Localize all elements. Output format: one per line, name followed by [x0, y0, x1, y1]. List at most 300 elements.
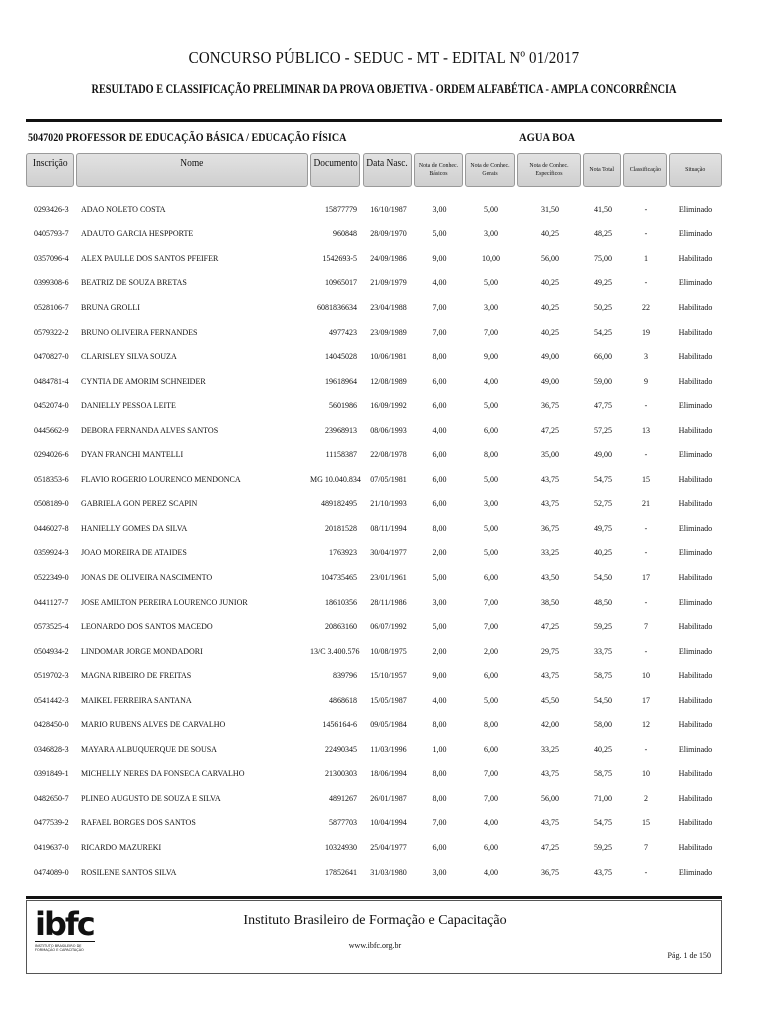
cell-nome: JOAO MOREIRA DE ATAIDES — [81, 548, 187, 558]
table-row — [26, 393, 722, 418]
table-row — [26, 492, 722, 517]
table-row — [26, 197, 722, 222]
cell-inscricao: 0528106-7 — [34, 302, 69, 312]
cell-nome: BRUNO OLIVEIRA FERNANDES — [81, 327, 198, 337]
cell-nota-basicos: 9,00 — [432, 671, 447, 681]
cell-nota-especificos: 40,25 — [541, 302, 559, 312]
cell-nota-basicos: 7,00 — [432, 818, 447, 828]
cell-classificacao: 13 — [642, 425, 650, 435]
cell-nota-total: 58,75 — [594, 769, 612, 779]
cell-situacao: Eliminado — [678, 597, 713, 607]
cell-documento: 6081836634 — [317, 302, 357, 312]
cell-data-nasc: 12/08/1989 — [370, 376, 407, 386]
cell-nota-total: 54,25 — [594, 327, 612, 337]
cell-nome: MICHELLY NERES DA FONSECA CARVALHO — [81, 769, 245, 779]
table-row — [26, 222, 722, 247]
cell-data-nasc: 07/05/1981 — [370, 474, 407, 484]
cell-inscricao: 0357096-4 — [34, 253, 69, 263]
table-row — [26, 467, 722, 492]
cell-nota-basicos: 7,00 — [432, 327, 447, 337]
cell-nota-especificos: 33,25 — [541, 548, 559, 558]
cell-situacao: Habilitado — [678, 352, 713, 362]
table-row — [26, 246, 722, 271]
cell-nota-especificos: 42,00 — [541, 720, 559, 730]
cell-nome: LEONARDO DOS SANTOS MACEDO — [81, 622, 213, 632]
cell-nota-especificos: 49,00 — [541, 352, 559, 362]
cell-nota-basicos: 2,00 — [432, 646, 447, 656]
cell-nota-especificos: 29,75 — [541, 646, 559, 656]
table-row — [26, 344, 722, 369]
cell-data-nasc: 09/05/1984 — [370, 720, 407, 730]
cell-data-nasc: 31/03/1980 — [370, 867, 407, 877]
cell-classificacao: - — [644, 401, 648, 411]
cell-nota-gerais: 7,00 — [484, 622, 498, 632]
cell-nota-especificos: 56,00 — [541, 253, 559, 263]
cell-nome: JONAS DE OLIVEIRA NASCIMENTO — [81, 572, 213, 582]
cell-nota-especificos: 31,50 — [541, 204, 559, 214]
cell-nota-gerais: 7,00 — [484, 769, 498, 779]
cell-nome: PLINEO AUGUSTO DE SOUZA E SILVA — [81, 793, 221, 803]
cell-situacao: Habilitado — [678, 376, 713, 386]
col-header-nota-gerais: Nota de Conhec. Gerais — [465, 153, 515, 187]
cell-inscricao: 0445662-9 — [34, 425, 69, 435]
cell-classificacao: 7 — [644, 842, 648, 852]
cell-nome: DEBORA FERNANDA ALVES SANTOS — [81, 425, 219, 435]
cell-nome: RAFAEL BORGES DOS SANTOS — [81, 818, 196, 828]
cell-data-nasc: 25/04/1977 — [370, 842, 407, 852]
cell-situacao: Habilitado — [678, 671, 713, 681]
cell-documento: 10324930 — [325, 842, 357, 852]
cell-documento: 5877703 — [329, 818, 357, 828]
cell-data-nasc: 23/09/1989 — [370, 327, 407, 337]
cell-nome: GABRIELA GON PEREZ SCAPIN — [81, 499, 198, 509]
cell-inscricao: 0470827-0 — [34, 352, 69, 362]
cell-nota-basicos: 3,00 — [432, 867, 447, 877]
cell-classificacao: 15 — [642, 474, 650, 484]
cell-classificacao: 22 — [642, 302, 650, 312]
table-row — [26, 639, 722, 664]
cell-nota-gerais: 7,00 — [484, 597, 498, 607]
cell-documento: 20863160 — [325, 622, 357, 632]
cell-nota-basicos: 6,00 — [432, 450, 447, 460]
cell-situacao: Eliminado — [678, 401, 713, 411]
cell-documento: 22490345 — [325, 744, 357, 754]
cell-data-nasc: 16/09/1992 — [370, 401, 407, 411]
position-title: 5047020 PROFESSOR DE EDUCAÇÃO BÁSICA / EDUCAÇÃO FÍSICA — [28, 130, 347, 144]
cell-documento: 13/C 3.400.576 — [310, 646, 360, 656]
document-title: CONCURSO PÚBLICO - SEDUC - MT - EDITAL Nº 01/2017 — [188, 48, 580, 67]
cell-nota-total: 54,75 — [594, 474, 612, 484]
footer — [26, 900, 722, 974]
cell-nota-gerais: 5,00 — [484, 278, 498, 288]
cell-nota-basicos: 4,00 — [432, 695, 447, 705]
cell-nota-especificos: 43,75 — [541, 769, 559, 779]
cell-inscricao: 0519702-3 — [34, 671, 69, 681]
cell-nota-total: 75,00 — [594, 253, 612, 263]
cell-nota-basicos: 6,00 — [432, 499, 447, 509]
cell-inscricao: 0346828-3 — [34, 744, 69, 754]
cell-nome: FLAVIO ROGERIO LOURENCO MENDONCA — [81, 474, 241, 484]
logo-wordmark: ibfc — [35, 905, 94, 943]
cell-classificacao: 10 — [642, 769, 650, 779]
cell-nota-gerais: 8,00 — [484, 720, 498, 730]
cell-classificacao: 3 — [644, 352, 648, 362]
cell-nota-gerais: 3,00 — [484, 499, 498, 509]
cell-classificacao: - — [644, 744, 648, 754]
col-header-classificacao: Classificação — [623, 153, 667, 187]
cell-nota-gerais: 6,00 — [484, 744, 498, 754]
col-header-situacao: Situação — [669, 153, 722, 187]
cell-situacao: Eliminado — [678, 204, 713, 214]
cell-nota-total: 40,25 — [594, 548, 612, 558]
table-header — [26, 153, 722, 189]
cell-situacao: Eliminado — [678, 229, 713, 239]
cell-nota-basicos: 5,00 — [432, 572, 447, 582]
cell-data-nasc: 22/08/1978 — [370, 450, 407, 460]
cell-nota-especificos: 40,25 — [541, 278, 559, 288]
cell-data-nasc: 23/04/1988 — [370, 302, 407, 312]
cell-documento: 20181528 — [325, 523, 357, 533]
cell-nota-especificos: 47,25 — [541, 425, 559, 435]
cell-documento: 15877779 — [325, 204, 357, 214]
cell-nota-especificos: 40,25 — [541, 229, 559, 239]
cell-nota-total: 71,00 — [594, 793, 612, 803]
section-header — [28, 127, 722, 149]
cell-data-nasc: 21/10/1993 — [370, 499, 407, 509]
cell-nome: JOSE AMILTON PEREIRA LOURENCO JUNIOR — [81, 597, 248, 607]
institute-website[interactable]: www.ibfc.org.br — [348, 941, 402, 950]
cell-inscricao: 0482650-7 — [34, 793, 69, 803]
cell-situacao: Habilitado — [678, 793, 713, 803]
cell-documento: 14045028 — [325, 352, 357, 362]
cell-nome: BRUNA GROLLI — [81, 302, 140, 312]
cell-nota-especificos: 47,25 — [541, 622, 559, 632]
cell-inscricao: 0573525-4 — [34, 622, 69, 632]
cell-inscricao: 0294026-6 — [34, 450, 69, 460]
cell-nota-gerais: 4,00 — [484, 867, 498, 877]
cell-classificacao: 17 — [642, 572, 650, 582]
results-table-body — [26, 197, 722, 884]
cell-nome: RICARDO MAZUREKI — [81, 842, 162, 852]
cell-nota-especificos: 43,75 — [541, 671, 559, 681]
cell-nota-basicos: 8,00 — [432, 352, 447, 362]
cell-situacao: Habilitado — [678, 842, 713, 852]
cell-nome: HANIELLY GOMES DA SILVA — [81, 523, 188, 533]
cell-data-nasc: 15/10/1957 — [370, 671, 407, 681]
cell-data-nasc: 28/09/1970 — [370, 229, 407, 239]
col-header-data-nasc: Data Nasc. — [363, 153, 412, 187]
cell-nota-gerais: 6,00 — [484, 671, 498, 681]
cell-situacao: Habilitado — [678, 425, 713, 435]
cell-nota-especificos: 47,25 — [541, 842, 559, 852]
col-header-nome: Nome — [76, 153, 308, 187]
results-table — [26, 197, 722, 884]
cell-data-nasc: 10/04/1994 — [370, 818, 407, 828]
cell-documento: 1763923 — [329, 548, 357, 558]
cell-classificacao: - — [644, 204, 648, 214]
cell-data-nasc: 16/10/1987 — [370, 204, 407, 214]
cell-nota-gerais: 8,00 — [484, 450, 498, 460]
cell-nota-basicos: 3,00 — [432, 597, 447, 607]
cell-documento: 11158387 — [325, 450, 357, 460]
cell-documento: 18610356 — [325, 597, 357, 607]
cell-nota-especificos: 40,25 — [541, 327, 559, 337]
cell-nota-gerais: 10,00 — [482, 253, 500, 263]
cell-nota-basicos: 2,00 — [432, 548, 447, 558]
table-row — [26, 541, 722, 566]
cell-nota-total: 58,00 — [594, 720, 612, 730]
cell-inscricao: 0541442-3 — [34, 695, 69, 705]
cell-data-nasc: 10/06/1981 — [370, 352, 407, 362]
col-header-inscricao: Inscrição — [26, 153, 74, 187]
table-row — [26, 516, 722, 541]
cell-nota-basicos: 8,00 — [432, 523, 447, 533]
cell-nota-total: 59,00 — [594, 376, 612, 386]
cell-classificacao: 7 — [644, 622, 648, 632]
cell-classificacao: 10 — [642, 671, 650, 681]
cell-data-nasc: 08/06/1993 — [370, 425, 407, 435]
table-row — [26, 762, 722, 787]
cell-nome: MAIKEL FERREIRA SANTANA — [81, 695, 192, 705]
cell-nota-especificos: 36,75 — [541, 401, 559, 411]
table-row — [26, 712, 722, 737]
cell-classificacao: 12 — [642, 720, 650, 730]
table-row — [26, 565, 722, 590]
cell-nota-especificos: 43,75 — [541, 818, 559, 828]
cell-nota-total: 48,50 — [594, 597, 612, 607]
cell-inscricao: 0484781-4 — [34, 376, 69, 386]
cell-nota-total: 66,00 — [594, 352, 612, 362]
table-row — [26, 835, 722, 860]
cell-nome: ADAO NOLETO COSTA — [81, 204, 166, 214]
cell-data-nasc: 10/08/1975 — [370, 646, 407, 656]
table-row — [26, 369, 722, 394]
cell-nome: ROSILENE SANTOS SILVA — [81, 867, 177, 877]
page-number: Pág. 1 de 150 — [667, 951, 711, 960]
cell-documento: 4977423 — [329, 327, 357, 337]
cell-documento: 489182495 — [321, 499, 357, 509]
table-row — [26, 590, 722, 615]
cell-inscricao: 0504934-2 — [34, 646, 69, 656]
cell-nota-total: 58,75 — [594, 671, 612, 681]
cell-nota-basicos: 4,00 — [432, 278, 447, 288]
cell-nome: BEATRIZ DE SOUZA BRETAS — [81, 278, 187, 288]
cell-documento: 1456164-6 — [322, 720, 357, 730]
cell-nota-basicos: 8,00 — [432, 720, 447, 730]
cell-data-nasc: 24/09/1986 — [370, 253, 407, 263]
cell-nome: DANIELLY PESSOA LEITE — [81, 401, 176, 411]
top-divider — [26, 119, 722, 122]
cell-inscricao: 0522349-0 — [34, 572, 69, 582]
table-row — [26, 737, 722, 762]
cell-documento: 5601986 — [329, 401, 357, 411]
cell-situacao: Habilitado — [678, 253, 713, 263]
cell-nota-total: 40,25 — [594, 744, 612, 754]
cell-inscricao: 0518353-6 — [34, 474, 69, 484]
table-row — [26, 786, 722, 811]
cell-nome: DYAN FRANCHI MANTELLI — [81, 450, 184, 460]
cell-nota-especificos: 43,75 — [541, 499, 559, 509]
cell-inscricao: 0359924-3 — [34, 548, 69, 558]
cell-nota-especificos: 56,00 — [541, 793, 559, 803]
table-row — [26, 418, 722, 443]
cell-nota-gerais: 2,00 — [484, 646, 498, 656]
cell-nota-especificos: 43,50 — [541, 572, 559, 582]
cell-situacao: Eliminado — [678, 523, 713, 533]
cell-data-nasc: 08/11/1994 — [370, 523, 407, 533]
cell-data-nasc: 21/09/1979 — [370, 278, 407, 288]
col-header-documento: Documento — [310, 153, 360, 187]
cell-nota-total: 57,25 — [594, 425, 612, 435]
cell-inscricao: 0399308-6 — [34, 278, 69, 288]
cell-classificacao: - — [644, 646, 648, 656]
cell-inscricao: 0391849-1 — [34, 769, 69, 779]
cell-nota-gerais: 6,00 — [484, 425, 498, 435]
cell-documento: 19618964 — [325, 376, 357, 386]
table-row — [26, 688, 722, 713]
cell-nota-total: 54,75 — [594, 818, 612, 828]
table-row — [26, 614, 722, 639]
cell-documento: 839796 — [333, 671, 357, 681]
cell-nota-especificos: 43,75 — [541, 474, 559, 484]
cell-nome: CYNTIA DE AMORIM SCHNEIDER — [81, 376, 206, 386]
cell-data-nasc: 11/03/1996 — [370, 744, 407, 754]
cell-nota-especificos: 38,50 — [541, 597, 559, 607]
cell-situacao: Eliminado — [678, 646, 713, 656]
cell-situacao: Eliminado — [678, 450, 713, 460]
cell-nota-gerais: 5,00 — [484, 523, 498, 533]
cell-nota-basicos: 1,00 — [432, 744, 447, 754]
cell-situacao: Habilitado — [678, 695, 713, 705]
cell-nome: CLARISLEY SILVA SOUZA — [81, 352, 177, 362]
col-header-nota-total: Nota Total — [583, 153, 621, 187]
cell-situacao: Habilitado — [678, 302, 713, 312]
cell-nota-basicos: 5,00 — [432, 622, 447, 632]
cell-nota-total: 59,25 — [594, 622, 612, 632]
cell-classificacao: 15 — [642, 818, 650, 828]
cell-situacao: Habilitado — [678, 818, 713, 828]
cell-documento: 10965017 — [325, 278, 357, 288]
cell-nota-gerais: 5,00 — [484, 695, 498, 705]
cell-nome: MAGNA RIBEIRO DE FREITAS — [81, 671, 192, 681]
cell-documento: 23968913 — [325, 425, 357, 435]
cell-classificacao: - — [644, 867, 648, 877]
cell-data-nasc: 15/05/1987 — [370, 695, 407, 705]
cell-classificacao: - — [644, 278, 648, 288]
cell-situacao: Eliminado — [678, 867, 713, 877]
cell-inscricao: 0441127-7 — [34, 597, 69, 607]
cell-classificacao: - — [644, 597, 648, 607]
table-row — [26, 663, 722, 688]
cell-inscricao: 0508189-0 — [34, 499, 69, 509]
cell-documento: 4891267 — [329, 793, 357, 803]
cell-classificacao: 19 — [642, 327, 650, 337]
cell-nota-basicos: 5,00 — [432, 229, 447, 239]
col-header-nota-especificos: Nota de Conhec. Específicos — [517, 153, 581, 187]
institute-name: Instituto Brasileiro de Formação e Capacitação — [243, 913, 507, 928]
col-header-nota-basicos: Nota de Conhec. Básicos — [414, 153, 463, 187]
cell-nota-gerais: 4,00 — [484, 818, 498, 828]
cell-nota-total: 54,50 — [594, 572, 612, 582]
cell-inscricao: 0428450-0 — [34, 720, 69, 730]
cell-classificacao: - — [644, 450, 648, 460]
cell-nome: MAYARA ALBUQUERQUE DE SOUSA — [81, 744, 217, 754]
cell-nota-gerais: 3,00 — [484, 302, 498, 312]
cell-nota-gerais: 4,00 — [484, 376, 498, 386]
cell-data-nasc: 18/06/1994 — [370, 769, 407, 779]
cell-nota-gerais: 3,00 — [484, 229, 498, 239]
cell-nota-especificos: 35,00 — [541, 450, 559, 460]
cell-documento: 1542693-5 — [322, 253, 357, 263]
cell-nome: MARIO RUBENS ALVES DE CARVALHO — [81, 720, 226, 730]
cell-documento: MG 10.040.834 — [310, 474, 361, 484]
cell-inscricao: 0579322-2 — [34, 327, 69, 337]
cell-nota-total: 33,75 — [594, 646, 612, 656]
cell-nota-gerais: 9,00 — [484, 352, 498, 362]
cell-situacao: Habilitado — [678, 769, 713, 779]
cell-documento: 21300303 — [325, 769, 357, 779]
cell-nota-gerais: 5,00 — [484, 548, 498, 558]
cell-nota-gerais: 7,00 — [484, 793, 498, 803]
cell-nota-gerais: 7,00 — [484, 327, 498, 337]
cell-classificacao: 1 — [644, 253, 648, 263]
cell-data-nasc: 26/01/1987 — [370, 793, 407, 803]
cell-situacao: Habilitado — [678, 327, 713, 337]
city-name: AGUA BOA — [519, 130, 576, 144]
cell-inscricao: 0477539-2 — [34, 818, 69, 828]
cell-nome: ALEX PAULLE DOS SANTOS PFEIFER — [81, 253, 219, 263]
cell-situacao: Habilitado — [678, 720, 713, 730]
cell-nota-total: 48,25 — [594, 229, 612, 239]
cell-documento: 104735465 — [321, 572, 357, 582]
cell-documento: 960848 — [333, 229, 357, 239]
cell-nota-total: 43,75 — [594, 867, 612, 877]
cell-nota-total: 59,25 — [594, 842, 612, 852]
cell-classificacao: - — [644, 523, 648, 533]
cell-nota-basicos: 6,00 — [432, 376, 447, 386]
cell-situacao: Habilitado — [678, 499, 713, 509]
cell-nota-gerais: 6,00 — [484, 572, 498, 582]
table-row — [26, 271, 722, 296]
cell-nota-total: 50,25 — [594, 302, 612, 312]
cell-nome: ADAUTO GARCIA HESPPORTE — [81, 229, 194, 239]
table-row — [26, 320, 722, 345]
cell-situacao: Habilitado — [678, 474, 713, 484]
cell-nota-basicos: 9,00 — [432, 253, 447, 263]
cell-classificacao: 2 — [644, 793, 648, 803]
cell-situacao: Habilitado — [678, 572, 713, 582]
table-row — [26, 860, 722, 885]
cell-inscricao: 0452074-0 — [34, 401, 69, 411]
cell-situacao: Habilitado — [678, 622, 713, 632]
cell-nota-total: 41,50 — [594, 204, 612, 214]
cell-nota-total: 49,00 — [594, 450, 612, 460]
cell-situacao: Eliminado — [678, 548, 713, 558]
cell-inscricao: 0293426-3 — [34, 204, 69, 214]
cell-nota-especificos: 45,50 — [541, 695, 559, 705]
cell-classificacao: - — [644, 229, 648, 239]
cell-nota-total: 49,75 — [594, 523, 612, 533]
cell-inscricao: 0446027-8 — [34, 523, 69, 533]
cell-data-nasc: 28/11/1986 — [370, 597, 407, 607]
cell-nota-basicos: 6,00 — [432, 842, 447, 852]
cell-classificacao: 9 — [644, 376, 648, 386]
cell-nota-especificos: 33,25 — [541, 744, 559, 754]
cell-classificacao: 17 — [642, 695, 650, 705]
cell-nota-basicos: 4,00 — [432, 425, 447, 435]
cell-nota-gerais: 6,00 — [484, 842, 498, 852]
cell-nota-basicos: 7,00 — [432, 302, 447, 312]
